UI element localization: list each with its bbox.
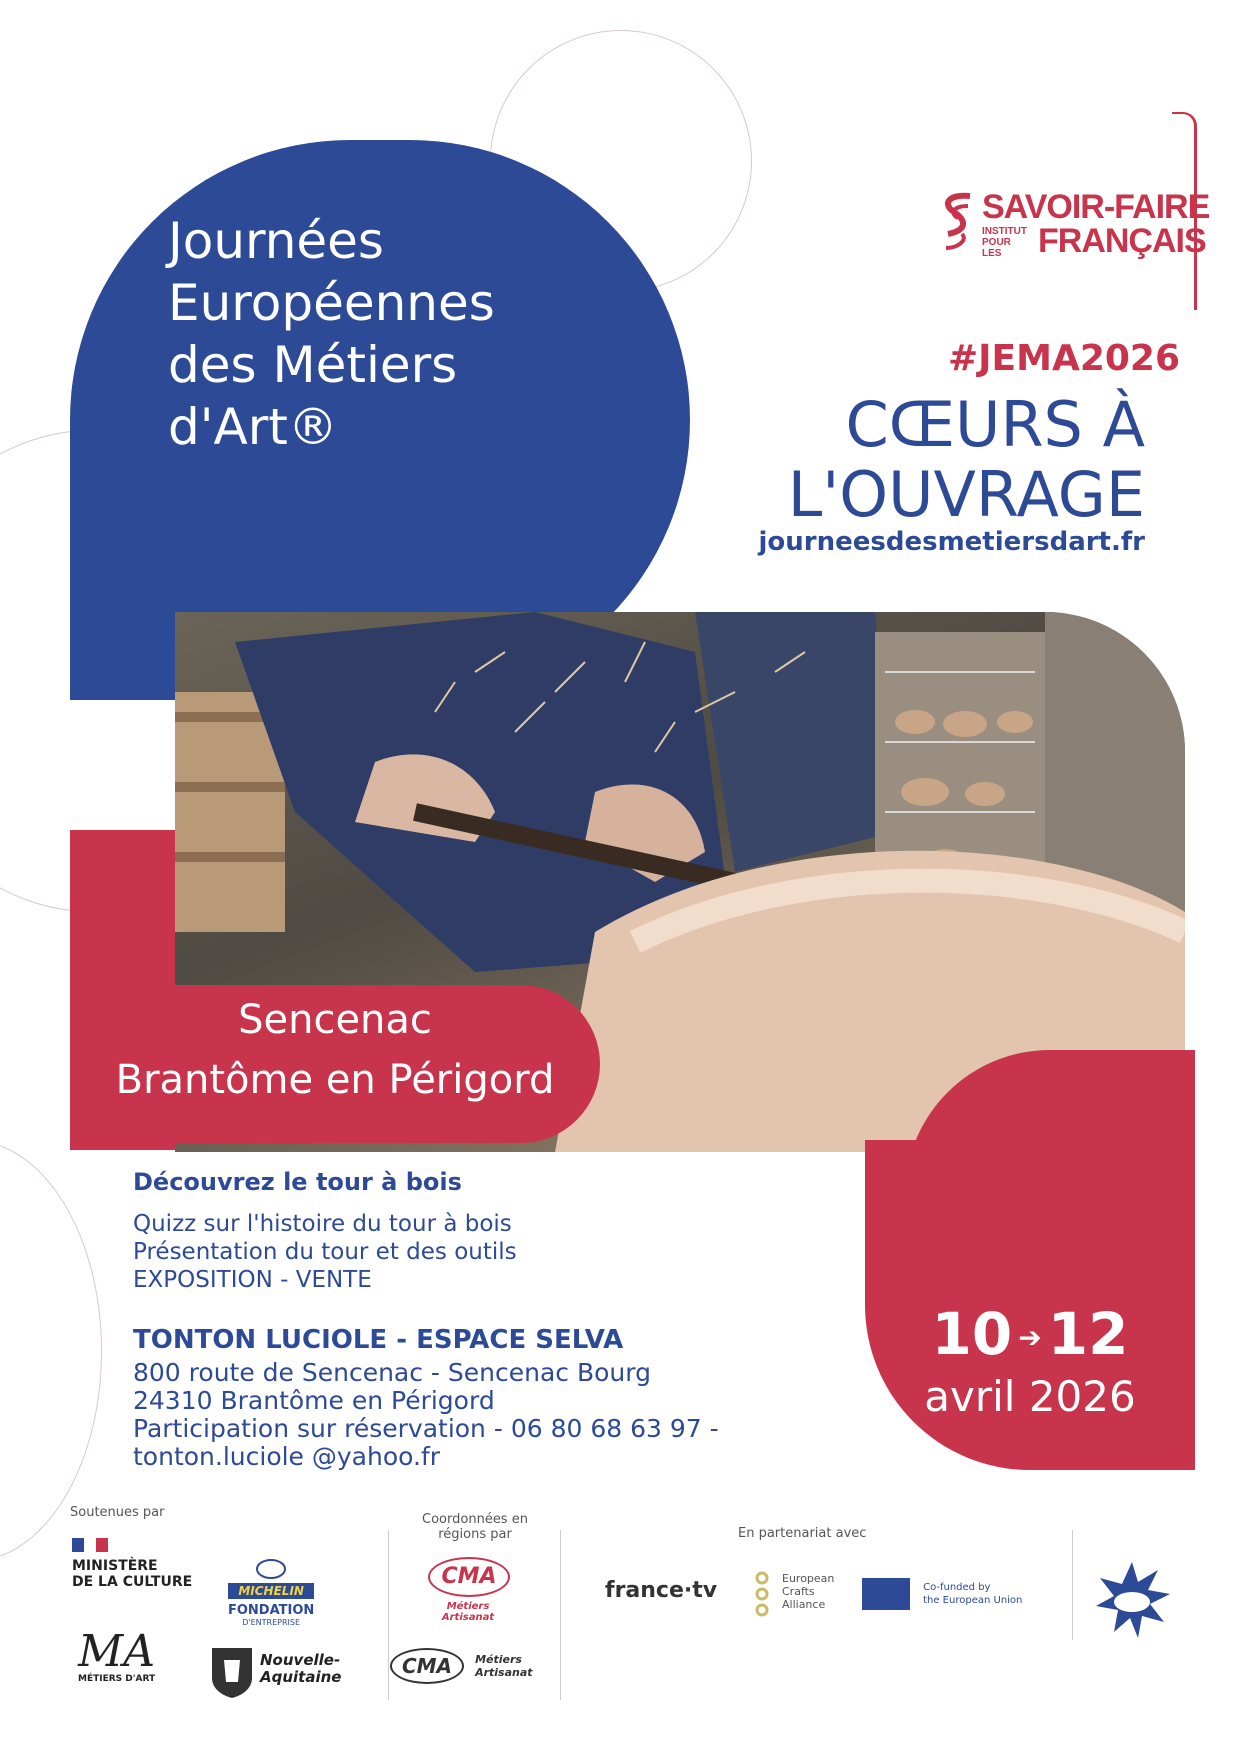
cma-sub: Métiers Artisanat bbox=[475, 1653, 533, 1679]
coordinated-label: Coordonnées en régions par bbox=[422, 1512, 528, 1542]
ministry-line1: MINISTÈRE bbox=[72, 1558, 158, 1574]
date-start: 10 bbox=[931, 1300, 1013, 1368]
michelin-name: MICHELIN bbox=[228, 1583, 314, 1599]
crafts-line: European bbox=[782, 1572, 835, 1585]
cma-logo bbox=[390, 1648, 535, 1684]
hashtag: #JEMA2026 bbox=[948, 338, 1181, 379]
michelin-line1: FONDATION bbox=[228, 1603, 315, 1618]
cma-logo bbox=[428, 1557, 510, 1623]
french-flag-icon bbox=[72, 1538, 108, 1552]
crafts-line: Alliance bbox=[782, 1598, 826, 1611]
partnership-label: En partenariat avec bbox=[738, 1526, 867, 1541]
eu-line: the European Union bbox=[923, 1595, 1023, 1606]
savoir-faire-small bbox=[982, 226, 1027, 259]
date-month: avril 2026 bbox=[924, 1372, 1136, 1421]
emblem-logo bbox=[1092, 1560, 1172, 1644]
program-item: Quizz sur l'histoire du tour à bois bbox=[133, 1211, 512, 1237]
lion-shield-icon bbox=[210, 1646, 254, 1698]
divider bbox=[1072, 1530, 1073, 1640]
eu-flag-icon bbox=[862, 1578, 910, 1610]
eu-line: Co-funded by bbox=[923, 1582, 991, 1593]
venue-name: TONTON LUCIOLE - ESPACE SELVA bbox=[133, 1325, 624, 1355]
region-line1: Nouvelle- bbox=[260, 1651, 341, 1669]
venue-address: 800 route de Sencenac - Sencenac Bourg bbox=[133, 1358, 651, 1387]
savoir-faire-line1: SAVOIR-FAIRE bbox=[982, 188, 1210, 226]
crafts-line: Crafts bbox=[782, 1585, 815, 1598]
cma-name: CMA bbox=[390, 1648, 464, 1684]
divider bbox=[388, 1530, 389, 1700]
crafts-alliance-icon bbox=[750, 1570, 774, 1618]
program-title: Découvrez le tour à bois bbox=[133, 1168, 462, 1196]
slogan bbox=[735, 390, 1145, 530]
location-line1: Sencenac bbox=[238, 997, 432, 1043]
title-line: d'Art® bbox=[168, 398, 338, 456]
cma-name: CMA bbox=[428, 1557, 510, 1597]
eu-logo bbox=[862, 1578, 1022, 1610]
bibendum-icon bbox=[251, 1555, 291, 1579]
program-item: EXPOSITION - VENTE bbox=[133, 1267, 372, 1293]
michelin-logo bbox=[228, 1555, 314, 1627]
venue-info bbox=[133, 1325, 719, 1471]
ministry-logo bbox=[72, 1538, 192, 1590]
divider bbox=[560, 1530, 561, 1700]
date-range bbox=[880, 1300, 1180, 1368]
program-info bbox=[133, 1168, 517, 1294]
location bbox=[70, 990, 600, 1110]
region-line2: Aquitaine bbox=[260, 1668, 342, 1686]
starburst-icon bbox=[1092, 1560, 1172, 1640]
arrow-right-icon: ➔ bbox=[1018, 1321, 1042, 1355]
slogan-line: CŒURS À bbox=[845, 388, 1145, 461]
venue-reservation: Participation sur réservation - 06 80 68 63 97 - bbox=[133, 1414, 719, 1443]
event-title bbox=[168, 210, 495, 458]
savoir-faire-small2: POUR LES bbox=[982, 237, 1011, 259]
ma-name: MA bbox=[78, 1626, 155, 1677]
program-item: Présentation du tour et des outils bbox=[133, 1239, 517, 1265]
venue-city: 24310 Brantôme en Périgord bbox=[133, 1386, 495, 1415]
location-line2: Brantôme en Périgord bbox=[115, 1057, 555, 1103]
ma-sub: MÉTIERS D'ART bbox=[78, 1674, 156, 1684]
savoir-faire-line2: FRANÇAIS bbox=[1038, 222, 1206, 260]
venue-email[interactable]: tonton.luciole @yahoo.fr bbox=[133, 1442, 441, 1471]
title-line: Européennes bbox=[168, 274, 495, 332]
savoir-faire-s-icon bbox=[938, 190, 976, 254]
francetv-logo: france·tv bbox=[605, 1578, 718, 1603]
website-link[interactable]: journeesdesmetiersdart.fr bbox=[758, 527, 1145, 557]
cma-sub: Métiers Artisanat bbox=[441, 1601, 495, 1623]
title-line: des Métiers bbox=[168, 336, 458, 394]
decorative-circle bbox=[0, 1140, 102, 1562]
slogan-line: L'OUVRAGE bbox=[787, 458, 1145, 531]
title-line: Journées bbox=[168, 212, 384, 270]
savoir-faire-small1: INSTITUT bbox=[982, 226, 1027, 237]
ma-logo bbox=[78, 1626, 156, 1684]
ministry-line2: DE LA CULTURE bbox=[72, 1574, 193, 1590]
date-end: 12 bbox=[1047, 1300, 1129, 1368]
supported-label: Soutenues par bbox=[70, 1505, 165, 1520]
michelin-line2: D'ENTREPRISE bbox=[242, 1618, 301, 1627]
